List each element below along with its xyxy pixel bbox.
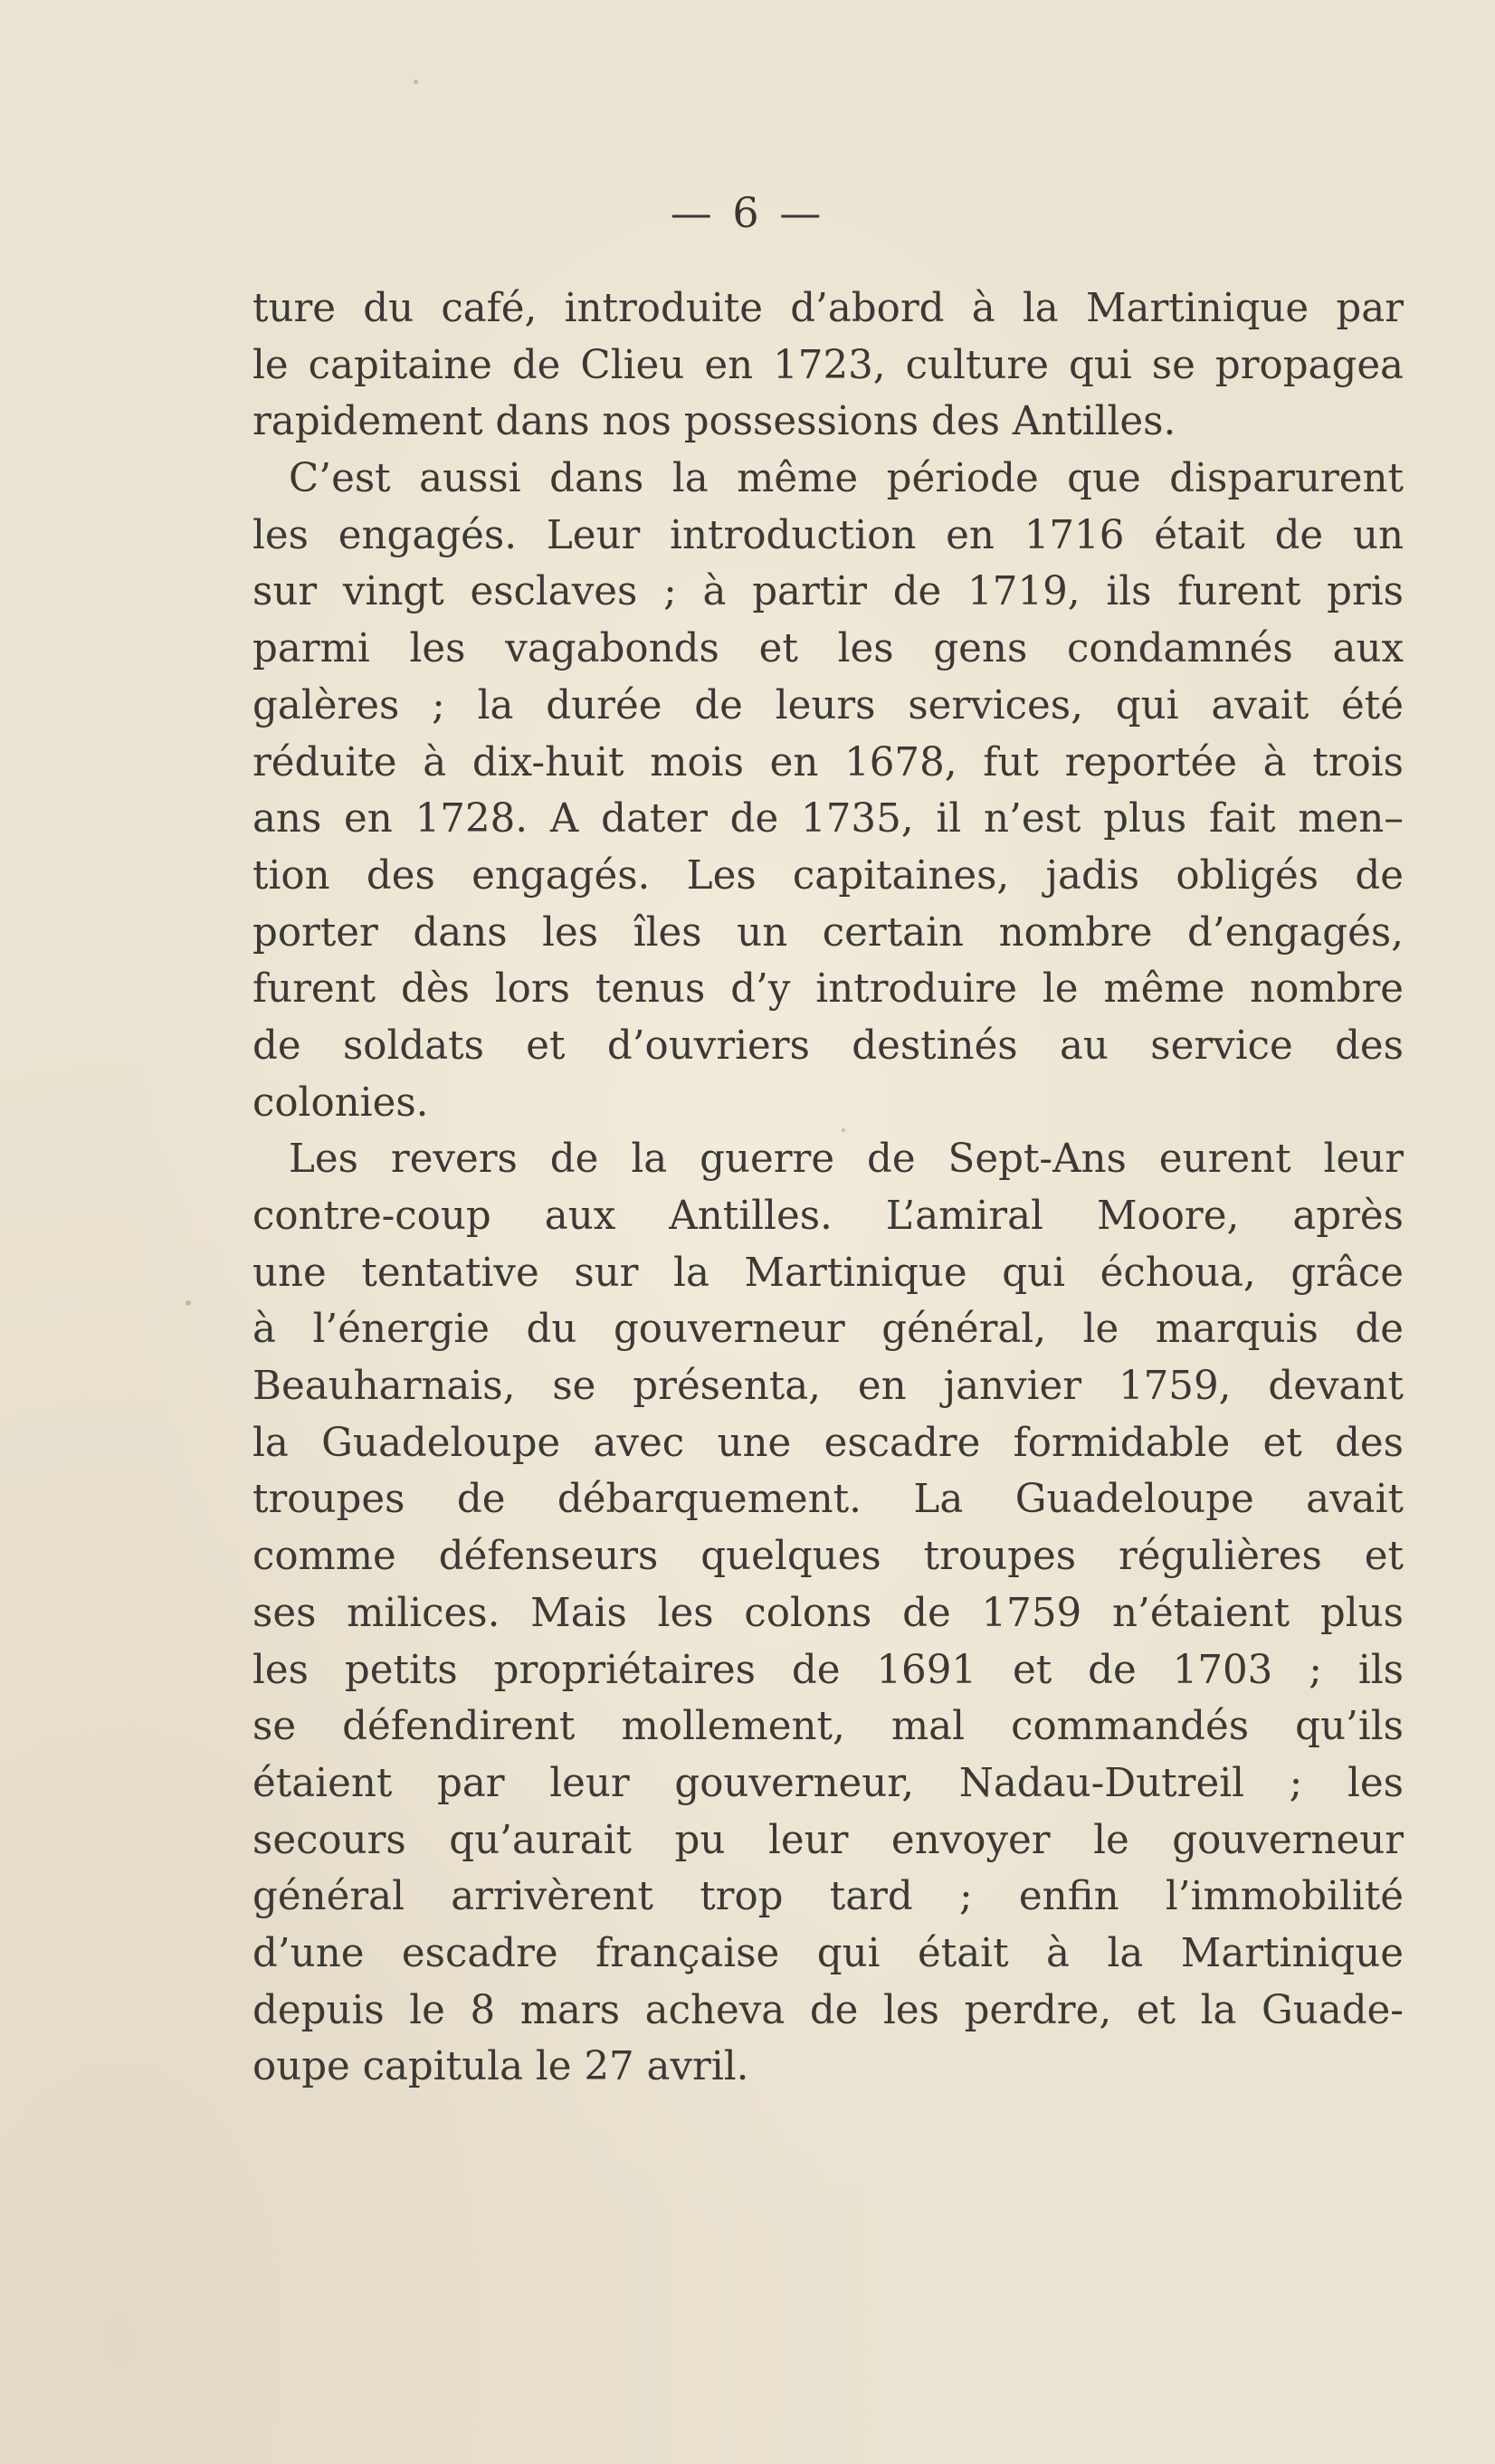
text-line: les petits propriétaires de 1691 et de 1703 ; ils [252, 1647, 1404, 1693]
text-line: tion des engagés. Les capitaines, jadis obligés de [252, 852, 1404, 899]
text-line: porter dans les îles un certain nombre d’engagés, [252, 909, 1404, 956]
text-line: oupe capitula le 27 avril. [252, 2044, 749, 2090]
text-line: rapidement dans nos possessions des Antilles. [252, 399, 1176, 445]
text-line: ans en 1728. A dater de 1735, il n’est plus fait men– [252, 796, 1404, 842]
text-line: Les revers de la guerre de Sept-Ans eurent leur [289, 1137, 1404, 1183]
text-line: les engagés. Leur introduction en 1716 était de un [252, 512, 1404, 558]
text-line: colonies. [252, 1080, 429, 1126]
paper-speck [414, 80, 418, 84]
text-line: à l’énergie du gouverneur général, le marquis de [252, 1307, 1404, 1353]
text-line: galères ; la durée de leurs services, qui avait été [252, 682, 1404, 728]
text-line: contre-coup aux Antilles. L’amiral Moore, après [252, 1194, 1404, 1239]
text-line: ses milices. Mais les colons de 1759 n’étaient plus [252, 1590, 1404, 1636]
paper-speck [186, 1300, 191, 1306]
text-line: furent dès lors tenus d’y introduire le même nombre [252, 966, 1404, 1013]
text-line: Beauharnais, se présenta, en janvier 1759, devant [252, 1364, 1404, 1410]
text-line: étaient par leur gouverneur, Nadau-Dutreil ; les [252, 1760, 1404, 1806]
page-number: — 6 — [670, 188, 825, 237]
text-line: parmi les vagabonds et les gens condamnés aux [252, 626, 1404, 672]
text-line: comme défenseurs quelques troupes régulières et [252, 1534, 1404, 1580]
text-line: ture du café, introduite d’abord à la Martinique par [252, 286, 1404, 331]
text-line: sur vingt esclaves ; à partir de 1719, ils furent pris [252, 569, 1404, 615]
text-line: d’une escadre française qui était à la Martinique [252, 1930, 1404, 1976]
text-line: général arrivèrent trop tard ; enfin l’immobilité [252, 1874, 1404, 1920]
text-line: C’est aussi dans la même période que disparurent [289, 456, 1404, 502]
text-line: la Guadeloupe avec une escadre formidable et des [252, 1420, 1404, 1466]
text-line: une tentative sur la Martinique qui échoua, grâce [252, 1250, 1404, 1296]
text-line: le capitaine de Clieu en 1723, culture qui se propagea [252, 342, 1404, 388]
text-line: secours qu’aurait pu leur envoyer le gouverneur [252, 1817, 1404, 1863]
text-line: troupes de débarquement. La Guadeloupe avait [252, 1477, 1404, 1523]
text-line: se défendirent mollement, mal commandés qu’ils [252, 1704, 1404, 1750]
text-line: depuis le 8 mars acheva de les perdre, et la Guade- [252, 1987, 1404, 2033]
body-text [252, 281, 1404, 2096]
text-line: réduite à dix-huit mois en 1678, fut reportée à trois [252, 739, 1404, 785]
text-line: de soldats et d’ouvriers destinés au service des [252, 1023, 1404, 1069]
